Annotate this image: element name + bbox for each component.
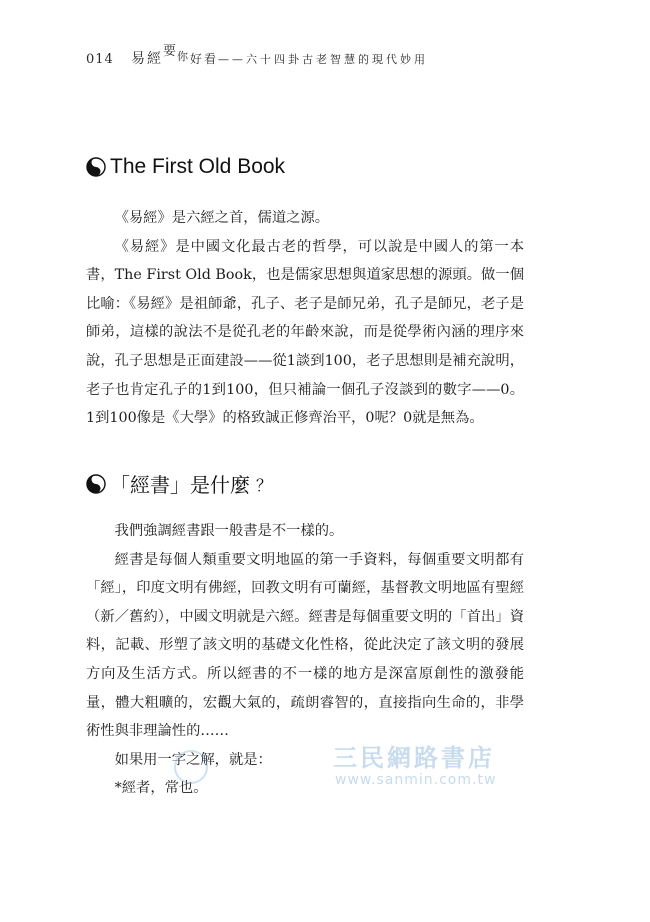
book-title-part: 易經	[130, 51, 163, 67]
page-number: 014	[86, 52, 114, 67]
watermark-text: 三民網路書店	[333, 744, 495, 772]
paragraph: *經者，常也。	[114, 780, 208, 797]
book-subtitle: ——六十四卦古老智慧的現代妙用	[218, 53, 428, 66]
section-first-old-book	[86, 204, 524, 433]
paragraph: 《易經》是六經之首，儒道之源。	[114, 210, 330, 226]
section-what-are-classics	[86, 517, 524, 803]
watermark-logo-icon	[174, 750, 208, 784]
paragraph: 經書是每個人類重要文明地區的第一手資料，每個重要文明都有「經」，印度文明有佛經，回教文明有可蘭經，基督教文明地區有聖經（新／舊約），中國文明就是六經。經書是每個重要文明的「首出」資料，記載、形塑了該文明的基礎文化性格，從此決定了該文明的發展方向及生活方式。所以經書的不一樣的地方是深富原創性的激發能量，體大粗曠的，宏觀大氣的，疏朗睿智的，直接指向生命的，非學術性與非理論性的……	[86, 551, 524, 740]
paragraph: 如果用一字之解，就是：	[114, 751, 272, 768]
section-heading-mark: ？	[256, 476, 273, 495]
paragraph: 《易經》是中國文化最古老的哲學，可以說是中國人的第一本書，The First Old Book，也是儒家思想與道家思想的源頭。做一個比喻：《易經》是祖師爺，孔子、老子是師兄弟，孔子是師兄，老子是師弟，這樣的說法不是從孔老的年齡來說，而是從學術內涵的理序來說，孔子思想是正面建設——從1談到100，老子思想則是補充說明，老子也肯定孔子的1到100，但只補論一個孔子沒談到的數字——0。1到100像是《大學》的格致誠正修齊治平，0呢？0就是無為。	[86, 238, 524, 427]
book-title-part: 要	[162, 44, 177, 59]
section-heading-first-old-book	[86, 155, 285, 179]
book-title-part: 你	[176, 50, 190, 63]
section-heading-what-are-classics	[86, 469, 272, 498]
running-header	[86, 44, 428, 68]
paragraph: 我們強調經書跟一般書是不一樣的。	[114, 523, 344, 539]
watermark-url: www.sanmin.com.tw	[335, 772, 497, 788]
book-title-part: 好看	[189, 52, 218, 66]
yin-yang-icon	[86, 474, 106, 494]
yin-yang-icon	[86, 157, 106, 177]
section-heading-text: The First Old Book	[110, 155, 286, 178]
section-heading-text: 「經書」是什麼	[110, 473, 250, 497]
